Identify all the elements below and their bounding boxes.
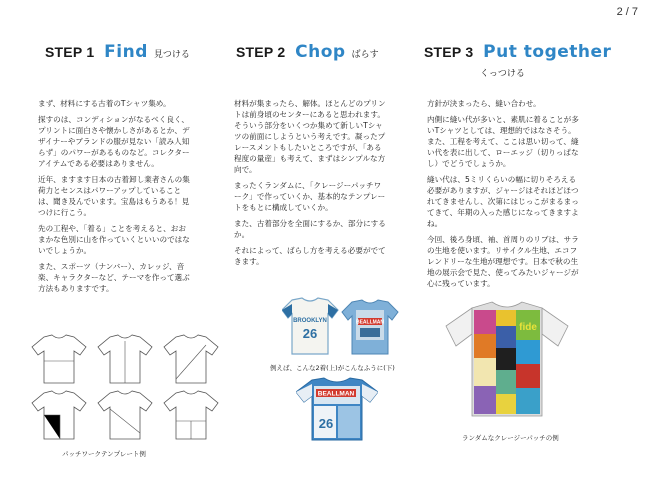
brooklyn-shirt — [282, 298, 338, 354]
step-jp: ばらす — [351, 50, 379, 60]
step-label: STEP — [424, 44, 462, 60]
step-number: 3 — [465, 44, 474, 60]
paragraph: それによって、ばらし方を考える必要がでてきます。 — [234, 246, 386, 266]
tshirt-template-2 — [98, 335, 152, 383]
paragraph: また、古着部分を全面にするか、部分にするか。 — [234, 219, 386, 239]
crazy-patch-shirt-photo — [442, 298, 572, 418]
paragraph: まったくランダムに、「クレージーパッチワーク」で作っていくか、基本的なテンプレートをもとに構成していくか。 — [234, 181, 386, 212]
source-shirts-photo — [282, 296, 402, 360]
step-label: STEP — [236, 44, 274, 60]
paragraph: 先の工程や、「着る」ことを考えると、おおまかな色別に山を作っていくといいのではないでしょうか。 — [38, 224, 190, 255]
step-jp: 見つける — [153, 50, 190, 60]
step-1-text — [38, 98, 190, 299]
step-1-heading — [45, 42, 190, 62]
tshirt-template-1 — [32, 335, 86, 383]
paragraph: 探すのは、コンディションがなるべく良く、プリントに面白さや懐かしさがあるとか、デザイナーやブランドの服が見ない「読み人知らず」のパワーがあるものなど。コレクターアイテムである必要はありません。 — [38, 115, 190, 168]
step-3-heading — [424, 42, 611, 62]
step-3-text — [427, 98, 581, 294]
paragraph: 縫い代は、5ミリくらいの幅に切りそろえる必要がありますが、ジャージはそれほどほつれてきませんし、次第にはじっこがまるまってきて、年期の入った感じになってきますよね。 — [427, 175, 579, 228]
paragraph: まず、材料にする古着のTシャツ集め。 — [38, 99, 171, 108]
patchwork-template-illustrations — [30, 333, 220, 445]
paragraph: 今回、後ろ身頃、袖、首周りのリブは、サラの生地を使います。リサイクル生地、エコフレンドリーな生地が理想です。日本で秋の生地の展示会で見た、使ってみたいジャージが心に残っています。 — [427, 235, 579, 288]
paragraph: 方針が決まったら、縫い合わせ。 — [427, 99, 541, 108]
paragraph: 内側に縫い代が多いと、素肌に着ることが多いTシャツとしては、理想的ではなさそう。また、工程を考えて、ここは思い切って、縫い代を表に出して、ローエッジ（切りっぱなし）でどうでしょうか。 — [427, 115, 579, 168]
tshirt-template-6 — [164, 391, 218, 439]
combined-number: 26 — [318, 416, 334, 431]
patch-word: fide — [519, 322, 537, 333]
caption-shirts: 例えば、こんな2着(上)がこんなふうに(下) — [270, 364, 395, 372]
step-word: Chop — [295, 42, 346, 62]
step-word: Find — [104, 42, 148, 62]
step-number: 1 — [86, 44, 95, 60]
paragraph: 材料が集まったら、解体。ほとんどのプリントは前身頃のセンターにあると思われます。そういう部分をいくつか集めて新しいTシャツの前面にしようという考えです。凝ったプレースメントもしたいところですが、「ある程度の量産」も考えて、まずはシンプルな方向で。 — [234, 99, 386, 174]
brooklyn-number: 26 — [302, 326, 318, 341]
step-2-text — [234, 98, 386, 272]
tshirt-template-5 — [98, 391, 152, 439]
step-3-jp: くっつける — [480, 69, 525, 79]
tshirt-template-3 — [164, 335, 218, 383]
step-2-heading — [236, 42, 379, 62]
paragraph: 近年、ますます日本の古着卸し業者さんの集荷力とセンスはパワーアップしていることは、聞き及んでいます。宝島はもうある！見つけに行こう。 — [38, 175, 190, 217]
step-label: STEP — [45, 44, 83, 60]
page-number: 2 / 7 — [616, 6, 638, 18]
combined-shirt-photo — [296, 376, 378, 442]
beal-shirt — [342, 300, 398, 354]
beal-text: BEALLMAN — [355, 319, 385, 326]
paragraph: また、スポーツ（ナンバー）、カレッジ、音楽、キャラクターなど、テーマを作って選ぶ方法もありますです。 — [38, 262, 190, 293]
step-word: Put together — [483, 42, 612, 62]
caption-templates: パッチワークテンプレート例 — [62, 450, 146, 458]
combined-beal-text: BEALLMAN — [317, 390, 355, 398]
step-number: 2 — [277, 44, 286, 60]
caption-patch: ランダムなクレージーパッチの例 — [462, 434, 559, 442]
brooklyn-text: BROOKLYN — [293, 318, 327, 324]
tshirt-template-4 — [32, 391, 86, 439]
